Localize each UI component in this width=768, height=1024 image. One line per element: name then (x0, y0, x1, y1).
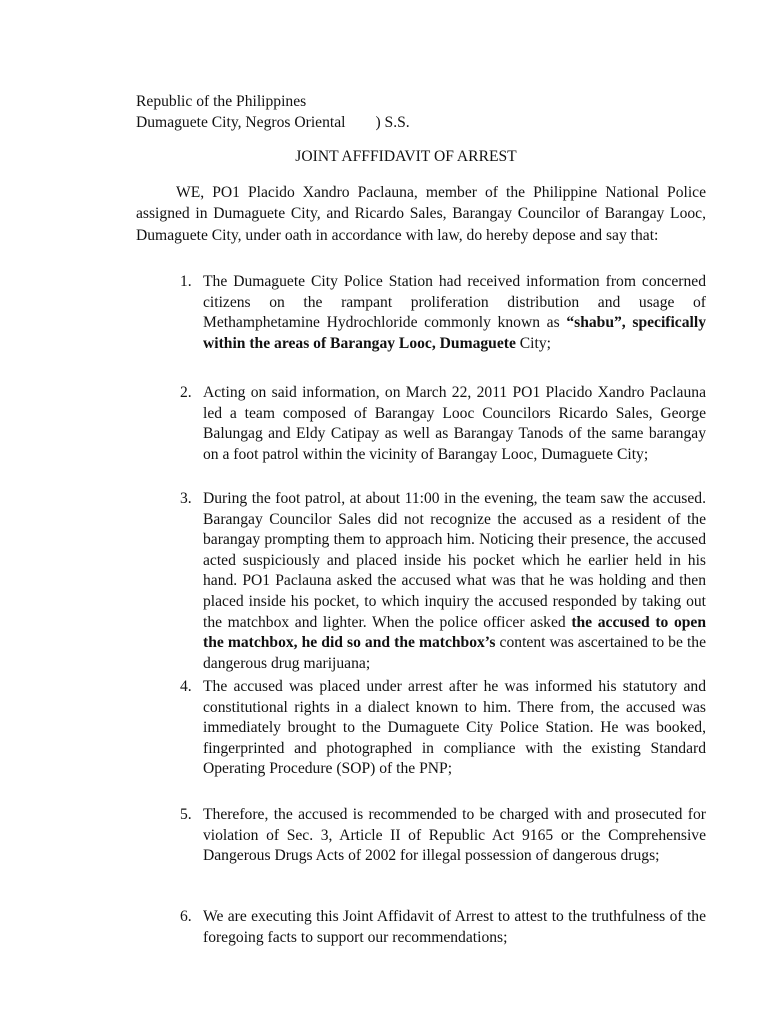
header-line-1: Republic of the Philippines (136, 93, 307, 110)
item-text-part: During the foot patrol, at about 11:00 in the evening, the team saw the accused. Barangay Councilor Sales did not recognize the accused as a resident of the barangay prompting them to approach him. Noticing their presence, the accused acted suspiciously and placed inside his pocket which he earlier held in his hand. PO1 Paclauna asked the accused what was that he was holding and then placed inside his pocket, to which inquiry the accused responded by taking out the matchbox and lighter. When the police officer asked (203, 490, 706, 631)
item-number: 3. (180, 490, 192, 507)
item-number: 4. (180, 678, 192, 695)
item-text-part: We are executing this Joint Affidavit of Arrest to attest to the truthfulness of the foregoing facts to support our recommendations; (203, 908, 706, 946)
item-text (203, 272, 706, 354)
item-text (203, 805, 706, 867)
ss-mark: ) S.S. (375, 114, 410, 131)
header-line-2: Dumaguete City, Negros Oriental (136, 114, 346, 131)
item-text (203, 489, 706, 674)
intro-paragraph: WE, PO1 Placido Xandro Paclauna, member of the Philippine National Police assigned in Dumaguete City, and Ricardo Sales, Barangay Councilor of Barangay Looc, Dumaguete City, under oath in accordance with law, do hereby depose and say that: (136, 184, 706, 244)
item-text-part: Therefore, the accused is recommended to be charged with and prosecuted for violation of Sec. 3, Article II of Republic Act 9165 or the Comprehensive Dangerous Drugs Acts of 2002 for illegal possession of dangerous drugs; (203, 806, 706, 865)
item-number: 6. (180, 908, 192, 925)
item-text-part: content was ascertained to be the dangerous drug marijuana; (203, 634, 706, 672)
item-number: 5. (180, 806, 192, 823)
item-text (203, 677, 706, 780)
item-text-part: City; (515, 334, 551, 352)
item-text-part: The accused was placed under arrest after he was informed his statutory and constitutional rights in a dialect known to him. There from, the accused was immediately brought to the Dumaguete City Police Station. He was booked, fingerprinted and photographed in compliance with the existing Standard Operating Procedure (SOP) of the PNP; (203, 678, 706, 778)
item-text-bold: “shabu”, specifically within the areas of Barangay Looc, Dumaguete (203, 314, 706, 352)
item-text (203, 907, 706, 948)
item-text-part: Acting on said information, on March 22, 2011 PO1 Placido Xandro Paclauna led a team composed of Barangay Looc Councilors Ricardo Sales, George Balungag and Eldy Catipay as well as Barangay Tanods of the same barangay on a foot patrol within the vicinity of Barangay Looc, Dumaguete City; (203, 384, 706, 463)
document-title: JOINT AFFFIDAVIT OF ARREST (295, 148, 517, 165)
item-text-bold: the accused to open the matchbox, he did so and the matchbox’s (203, 613, 707, 652)
item-text (203, 383, 706, 465)
item-number: 2. (180, 384, 192, 401)
item-text-part: The Dumaguete City Police Station had received information from concerned citizens on the rampant proliferation distribution and usage of Methamphetamine Hydrochloride commonly known as (203, 273, 706, 332)
item-number: 1. (180, 273, 192, 290)
